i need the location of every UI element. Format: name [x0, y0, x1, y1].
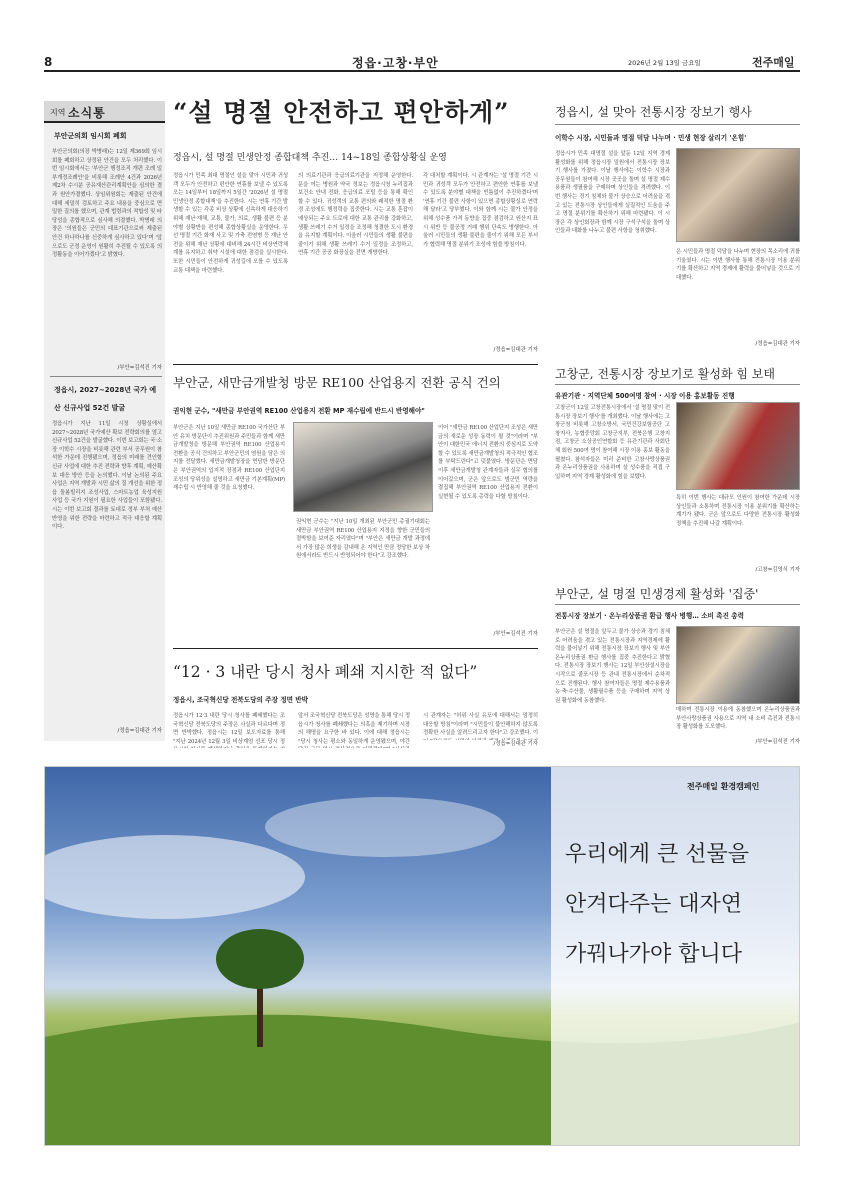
issue-date: 2026년 2월 13일 금요일	[628, 59, 701, 67]
main-col1: 정읍시가 민족 최대 명절인 설을 맞아 시민과 귀성객 모두가 안전하고 편안한 연휴를 보낼 수 있도록 오는 14일부터 18일까지 5일간 '2026년 설 명절 민생안정 종합대책'을 추진한다. 시는 연휴 기간 발생할 수 있는 각종 비상 상황에 신속하게 대응하기 위해 재난·재해, 교통, 물가, 의료, 생활 불편 등 분야별 상황반을 편성해 종합상황실을 운영한다. 우선 명절 기간 화재 사고 및 가축 전염병 등 재난 안전을 위해 재난 상황에 대비해 24시간 비상연락체계를 유지하고 취약 시설에 대한 점검을 실시한다. 또한 시민들이 안전하게 귀성길에 오를 수 있도록 교통 대책을 마련했다.	[173, 173, 288, 274]
sidebar-divider	[50, 376, 162, 377]
main-col3: 각 대처할 계획이다. 시 관계자는 '설 명절 기간 시민과 귀성객 모두가 안전하고 편안한 연휴를 보낼 수 있도록 분야별 대책을 빈틈없이 추진하겠다'며 '연휴 기간 불편 사항이 있으면 종합상황실로 연락해 달라'고 당부했다. 이와 함께 시는 물가 안정을 위해 성수품 가격 동향을 집중 점검하고 원산지 표시 위반 등 불공정 거래 행위 단속도 병행한다. 아울러 시민들의 생활 불편을 줄이기 위해 모든 부서가 협력해 명절 분위기 조성에 힘쓸 방침이다.	[423, 173, 538, 248]
right3-rule	[555, 604, 800, 605]
right3-byline: /부안=김석진 기자	[755, 739, 800, 745]
right3-subhead: 전통시장 장보기 · 온누리상품권 환급 행사 병행… 소비 촉진 총력	[555, 612, 744, 620]
market-photo-2	[676, 402, 800, 490]
sidebar-label-prefix: 지역	[50, 108, 66, 117]
right2-body2: 특히 이번 행사는 대규모 인원이 참여한 가운데 시장 상인들과 소통하며 전통시장 이용 분위기를 확산하는 계기가 됐다. 군은 앞으로도 다양한 전통시장 활성화 정책을 추진해 나갈 계획이다.	[676, 495, 800, 527]
page-number: 8	[44, 55, 53, 69]
right1-body2: 은 시민들과 명절 덕담을 나누며 현장의 목소리에 귀를 기울였다. 시는 이번 행사를 통해 전통시장 이용 분위기를 확산하고 지역 경제에 활력을 불어넣을 것으로 기대했다.	[676, 249, 800, 281]
middle-col3: 이어 "새만금 RE100 산업단지 조성은 새만금의 새로운 성장 동력이 될 것"이라며 "부안이 대한민국 에너지 전환의 중심지로 도약할 수 있도록 새만금개발청의 적극적인 협조를 부탁드린다"고 덧붙였다. 방문단은 면담 이후 새만금개발청 관계자들과 실무 협의를 이어갔으며, 군은 앞으로도 범군민 역량을 결집해 부안권역 RE100 산업용지 전환이 실현될 수 있도록 총력을 다할 방침이다.	[438, 425, 538, 500]
sidebar-item1-byline: /부안=김석진 기자	[117, 365, 162, 371]
bottom-subhead: 정읍시, 조국혁신당 전북도당의 주장 정면 반박	[173, 696, 309, 704]
tree-crown	[216, 929, 304, 989]
bottom-headline: “12 · 3 내란 당시 청사 폐쇄 지시한 적 없다”	[173, 663, 478, 681]
bottom-top-rule	[173, 648, 538, 649]
right3-headline: 부안군, 설 명절 민생경제 활성화 '집중'	[555, 587, 759, 601]
sidebar-label-box	[44, 101, 165, 123]
campaign-banner	[44, 766, 800, 1146]
campaign-label: 전주매일 환경캠페인	[687, 782, 760, 791]
main-subhead: 정읍시, 설 명절 민생안정 종합대책 추진… 14~18일 종합상황실 운영	[173, 153, 447, 163]
right2-body: 고창군이 12일 고창전통시장에서 '설 명절 맞이 전통시장 장보기 행사'를 개최했다. 이날 행사에는 고창군청 비롯해 고창소방서, 국민건강보험공단 고창지사, 농협중앙회 고창군지부, 전북은행 고창지점, 고창군 소상공인연합회 등 유관기관과 사회단체 회원 500여 명이 참여해 시장 이용 홍보 활동을 펼쳤다. 참석자들은 미리 준비한 고창사랑상품권과 온누리상품권을 사용하며 설 성수품을 직접 구입하며 지역 경제 활성화에 힘을 보탰다.	[555, 405, 670, 480]
right1-byline: /정읍=김대관 기자	[755, 341, 800, 347]
bottom-col2: 앞서 조국혁신당 전북도당은 성명을 통해 당시 정읍시가 청사를 폐쇄했다는 의혹을 제기하며 시장의 해명을 요구한 바 있다. 이에 대해 정읍시는 "당시 청사는 평소와 동일하게 운영됐으며, 야간	[298, 713, 410, 745]
campaign-line3: 가꿔나가야 합니다	[565, 942, 743, 967]
right2-subhead: 유관기관 · 지역단체 500여명 참여 · 시장 이용 홍보활동 진행	[555, 392, 735, 400]
sidebar-item1-body: 부안군의회(의장 박병래)는 12일 제369회 임시회를 폐회하고 상정된 안건을 모두 처리했다. 이번 임시회에서는 '부안군 행정조직 개편 조례 일부개정조례안'을 비롯해 조례안 4건과 2026년 제2차 수시분 공유재산관리계획안을 심의한 결과 원안가결했다. 상임위원회는 제출된 안건에 대해 세밀히 검토하고 주요 내용을 중심으로 면밀한 질의를 했으며, 관계 법령과의 적합성 및 타당성을 종합적으로 심사해 의결했다. 박병래 의장은 '의원들은 군민의 대표기관으로써 제출된 안건 하나하나를 신중하게 심사하고 있다'며 '앞으로도 군정 운영이 원활히 추진될 수 있도록 의정활동을 이어가겠다'고 밝혔다.	[52, 149, 162, 259]
bottom-col1: 정읍시가 12·3 내란 당시 청사를 폐쇄했다는 조국혁신당 전북도당의 주장은 사실과 다르다며 정면 반박했다. 정읍시는 12일 보도자료를 통해 "지난 2024년 12월 3일 비상계엄 선포 당시 정	[173, 713, 285, 745]
header-rule	[44, 70, 800, 72]
sidebar-item2-title: 정읍시, 2027~2028년 국가 예산 신규사업 52건 발굴	[54, 386, 157, 412]
right2-rule	[555, 384, 800, 385]
main-headline: “설 명절 안전하고 편안하게”	[173, 98, 510, 127]
right3-body: 부안군은 설 명절을 앞두고 물가 상승과 경기 침체로 어려움을 겪고 있는 전통시장과 지역경제에 활력을 불어넣기 위해 전통시장 장보기 행사 및 부안 온누리상품권 환급 행사를 집중 추진한다고 밝혔다. 전통시장 장보기 행사는 12일 부안상설시장을 시작으로 줄포시장 등 관내 전통시장에서 순차적으로 진행된다. 행사 참여자들은 명절 제수용품과 농·축·수산물, 생활필수품 등을 구매하며 지역 상권 활성화에 동참했다.	[555, 629, 670, 704]
middle-col1: 부안군은 지난 10일 새만금 RE100 국가산단 부안 유치 방문단이 추진위원과 주민들과 함께 새만금개발청을 방문해 부안권역 RE100 산업용지 전환을 공식 건의하고 부안군민의 염원을 담은 의지를 전달했다. 새만금개발청장을 면담한 방문단은 부안권역의 입지적 장점과 RE100 산업단지 조성의 당위성을 설명하고 새만금 기본계획(MP) 재수립 시 반영해 줄 것을 요청했다.	[173, 425, 285, 492]
paper-name: 전주매일	[752, 56, 795, 69]
right1-subhead: 이학수 시장, 시민들과 명절 덕담 나누며 · 민생 현장 살리기 '온힘'	[555, 134, 747, 142]
middle-subhead: 권익현 군수, "새만금 부안권역 RE100 산업용지 전환 MP 재수립에 반드시 반영해야"	[173, 407, 425, 415]
middle-byline: /부안=김석진 기자	[493, 631, 538, 637]
middle-col2: 권익현 군수는 "지난 10일 개최된 부안군민 총궐기대회는 새만금 부안권역 RE100 산업용지 지정을 향한 군민들의 절박함을 보여준 자리였다"며 "부안은 새만금 개발 과정에서 가장 많은 희생을 감내해 온 지역인 만큼 정당한 보상 차원에서라도 반드시 반영되어야 한다"고 강조했다.	[296, 519, 430, 560]
main-col2: 의 의료기관과 응급의료기관을 지정해 운영한다. 문을 여는 병원과 약국 정보는 정읍시청 누리집과 보건소 안내 전화, 응급의료 포털 등을 통해 확인할 수 있다. 귀성객의 교통 편의와 쾌적한 명절 환경 조성에도 행정력을 집중한다. 시는 교통 혼잡이 예상되는 주요 도로에 대한 교통 관리를 강화하고, 생활 쓰레기 수거 일정을 조정해 청결한 도시 환경을 유지할 계획이다. 이울러 시민들의 생활 불편을 줄이기 위해 생활 쓰레기 수거 일정을 조정하고, 연휴 기간 공공 화장실을 전면 개방한다.	[298, 173, 413, 257]
campaign-line2: 안겨다주는 대자연	[565, 892, 743, 917]
right1-body: 정읍시가 민족 대명절 설을 앞둔 12일 지역 경제 활성화를 위해 정읍시장 일원에서 전통시장 장보기 행사를 가졌다. 이날 행사에는 이학수 시장과 공무원들이 참여해 시장 곳곳을 돌며 설 명절 제수용품과 생필품을 구매하며 상인들을 격려했다. 이번 행사는 경기 침체와 물가 상승으로 어려움을 겪고 있는 전통시장 상인들에게 실질적인 도움을 주고 명절 분위기를 확산하기 위해 마련됐다. 이 시장은 각 상인회장과 함께 시장 구석구석을 돌며 상인들과 대화를 나누고 불편 사항을 청취했다.	[555, 151, 670, 235]
campaign-line1: 우리에게 큰 선물을	[565, 842, 750, 867]
sidebar-item2-body: 정읍시가 지난 11일 시청 상황실에서 2027~2028년 국가예산 확보 전략회의를 열고 신규사업 52건을 발굴했다. 이번 보고회는 국·소장 이학수 시장을 비롯해 관련 부서 공무원이 참석한 가운데 진행됐으며, 정읍의 미래를 견인할 신규 사업에 대한 추진 전략과 향후 계획, 예산확보 대응 방안 등을 논의했다. 이날 논의된 주요 사업은 지역 개발과 시민 삶의 질 개선을 위한 정읍 돌봄빌리지 조성사업, 스마트농업 육성지원 사업 등 국가 지원이 필요한 사업들이 포함됐다. 시는 이번 보고회 결과를 토대로 정부 부처 예산 반영을 위한 전략을 마련하고 적극 대응할 계획이다.	[52, 421, 162, 531]
sidebar-item2-byline: /정읍=김대관 기자	[117, 728, 162, 734]
sidebar-item1-title: 부안군의회 임시회 폐회	[54, 132, 127, 140]
bottom-byline: /정읍=김대관 기자	[493, 741, 538, 747]
right1-rule	[555, 124, 800, 125]
cloud-1	[45, 835, 305, 919]
middle-headline: 부안군, 새만금개발청 방문 RE100 산업용지 전환 공식 건의	[173, 375, 501, 390]
bottom-col3: 시 관계자는 "허위 사실 유포에 대해서는 엄정히 대응할 방침"이라며 "시민들이 불안해하지 않도록 정확한 사실을 알려드리고자 한다"고 강조했다. 이	[423, 713, 538, 737]
cloud-2	[265, 797, 505, 857]
right2-byline: /고창=김영식 기자	[755, 567, 800, 573]
market-photo-3	[676, 626, 800, 704]
right2-headline: 고창군, 전통시장 장보기로 활성화 힘 보태	[555, 367, 775, 381]
meeting-photo	[293, 422, 433, 512]
market-photo-1	[676, 148, 800, 242]
right3-body2: 매하며 전통시장 이용에 동참했으며 온누리상품권과 부안사랑상품권 사용으로 지역 내 소비 촉진과 전통시장 활성화를 도모했다.	[676, 707, 800, 731]
middle-top-rule	[173, 364, 538, 365]
right1-headline: 정읍시, 설 맞아 전통시장 장보기 행사	[555, 105, 752, 119]
main-byline: /정읍=김대관 기자	[493, 347, 538, 353]
sidebar-label: 소식통	[68, 106, 106, 120]
section-title: 정읍·고창·부안	[352, 56, 439, 70]
